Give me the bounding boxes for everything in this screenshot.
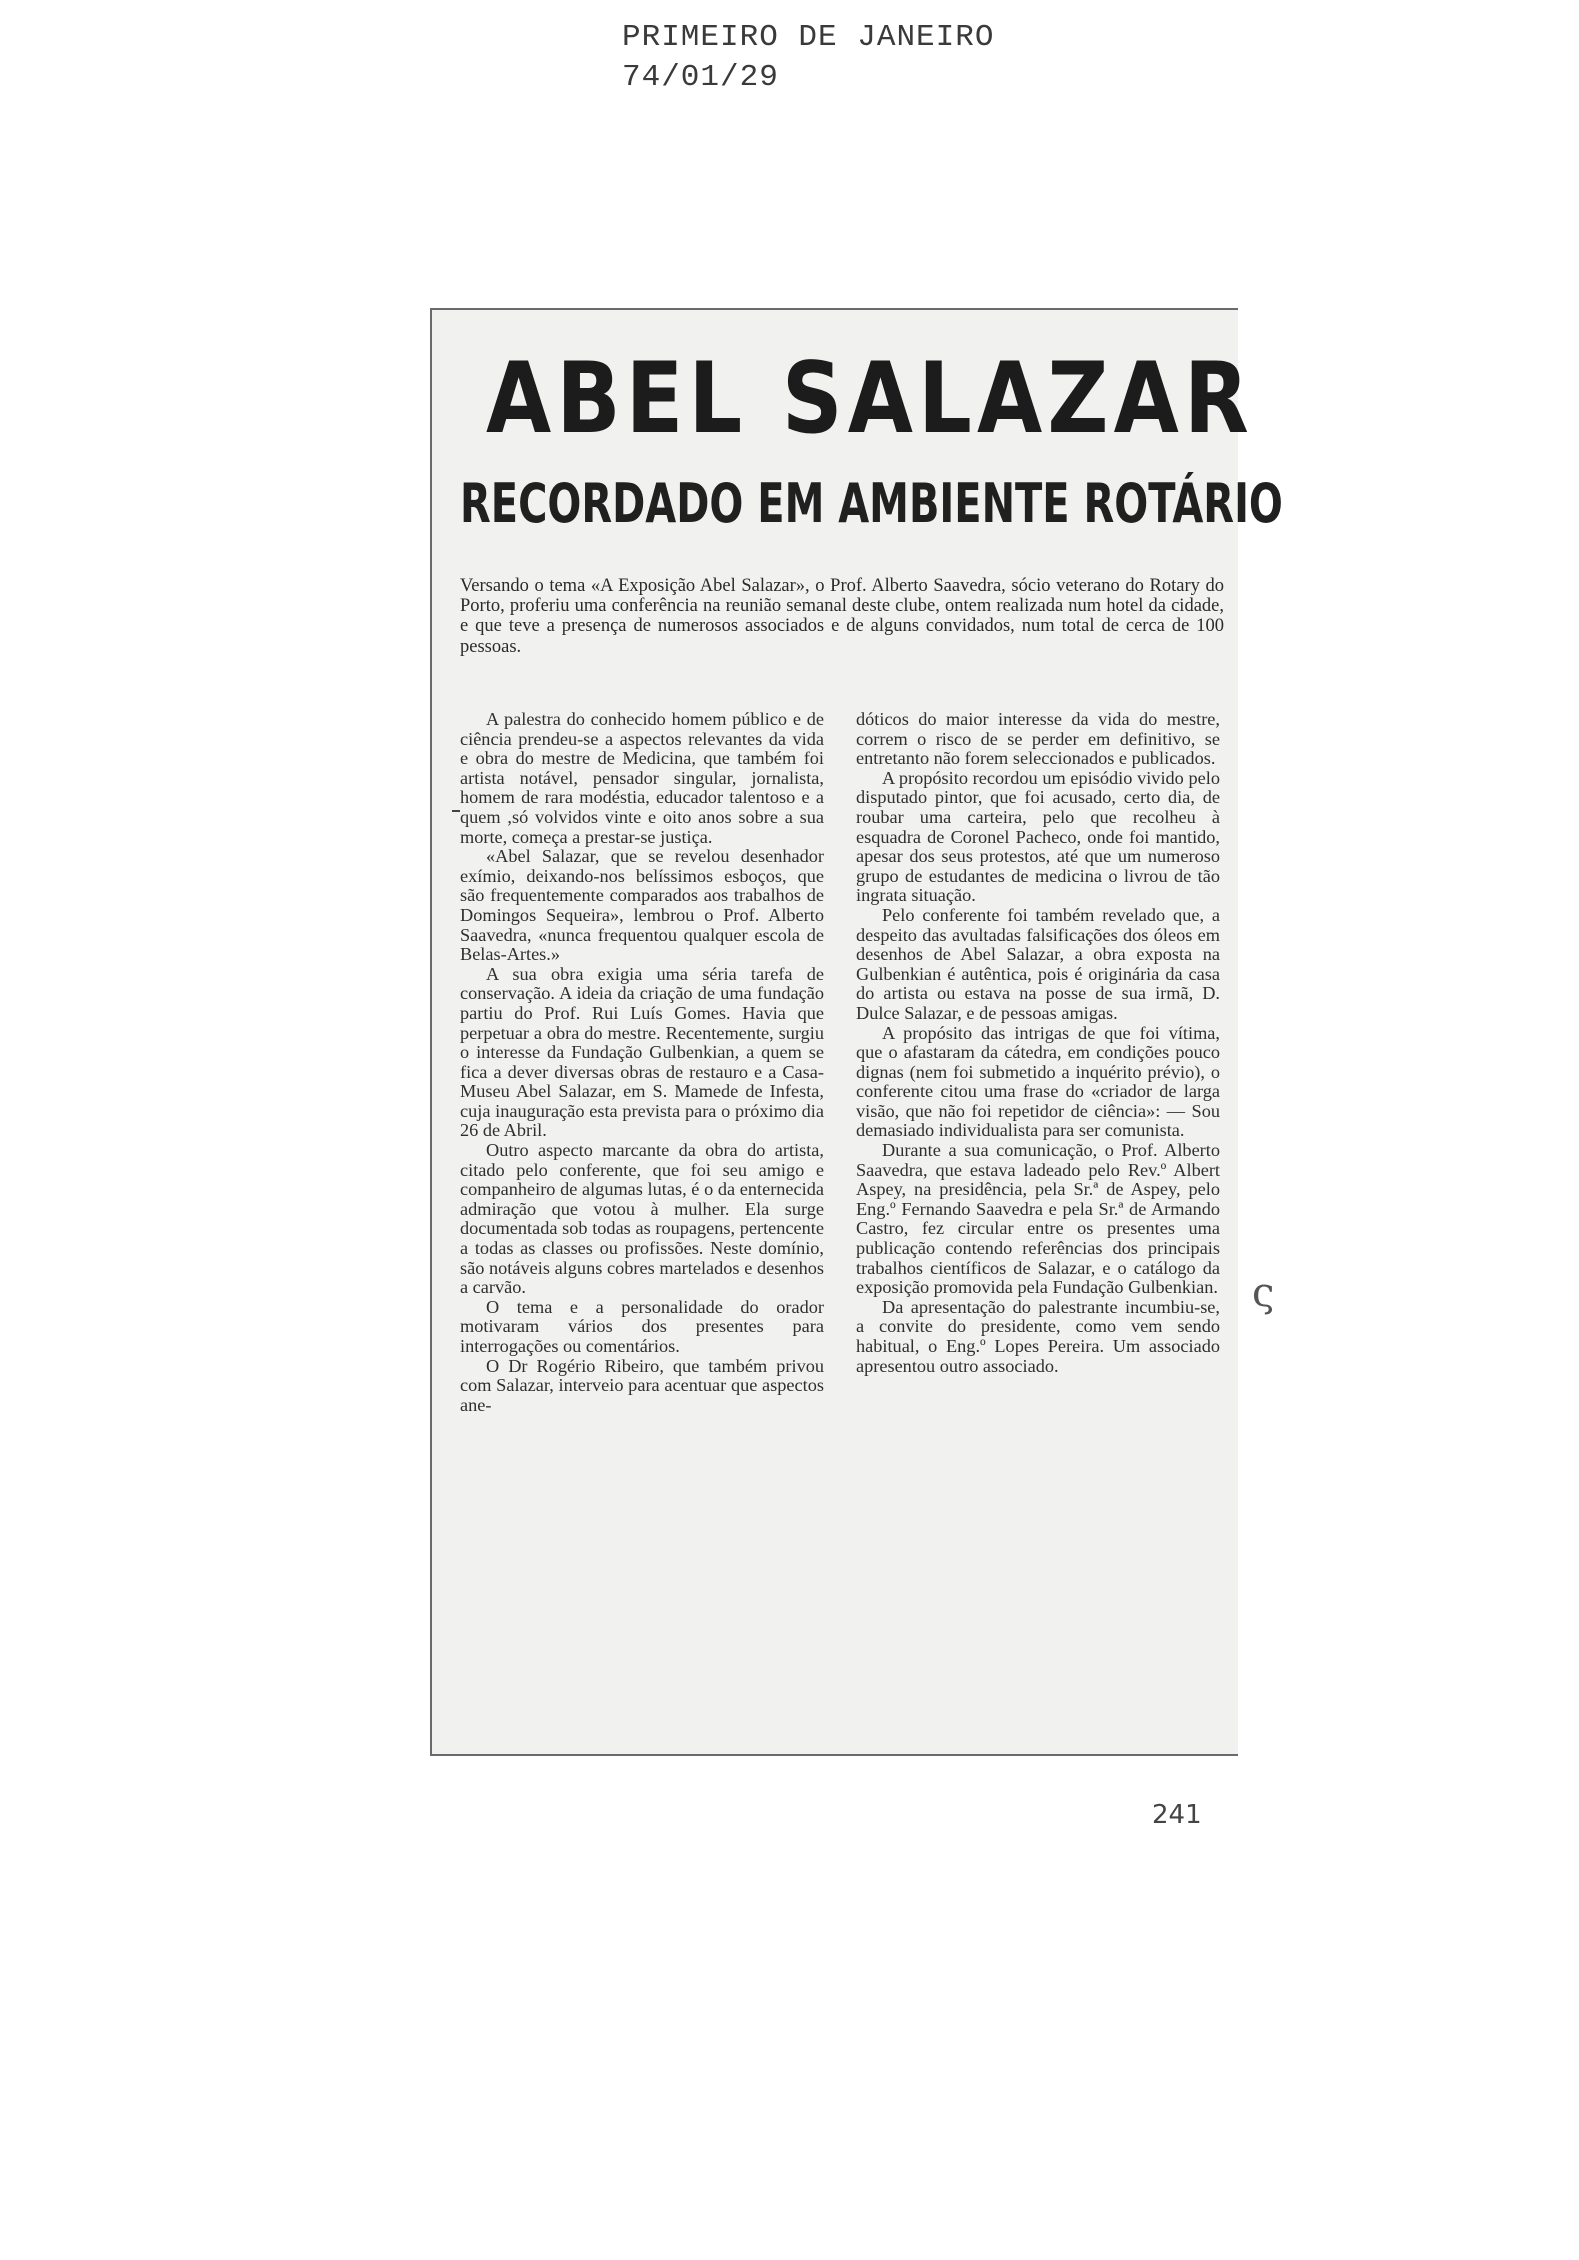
paragraph: O tema e a personalidade do orador motivaram vários dos presentes para interrogações ou comentários. (460, 1296, 824, 1356)
clipping-date: 74/01/29 (622, 60, 779, 95)
article-headline: ABEL SALAZAR (486, 342, 1255, 456)
article-right-column (856, 710, 1220, 1376)
page-number: 241 (1152, 1800, 1202, 1830)
handwritten-margin-mark: ς (1252, 1270, 1275, 1316)
newspaper-clipping (430, 308, 1283, 1756)
article-left-column (460, 710, 824, 1415)
paragraph: A palestra do conhecido homem público e de ciência prendeu-se a aspectos relevantes da vida e obra do mestre de Medicina, que também foi artista notável, pensador singular, jornalista, homem de rara modéstia, educador talentoso e a quem ,só volvidos vinte e oito anos sobre a sua morte, começa a prestar-se justiça. (460, 709, 824, 847)
paragraph: A propósito das intrigas de que foi vítima, que o afastaram da cátedra, em condições pouco dignas (nem foi submetido a inquérito prévio), o conferente citou uma frase do «criador de larga visão, que não foi repetidor de ciência»: — Sou demasiado individualista para ser comunista. (856, 1022, 1220, 1141)
article-subheadline: RECORDADO EM AMBIENTE ROTÁRIO (460, 472, 1283, 535)
paragraph: Da apresentação do palestrante incumbiu-se, a convite do presidente, como vem sendo habitual, o Eng.º Lopes Pereira. Um associado apresentou outro associado. (856, 1296, 1220, 1376)
paragraph: Pelo conferente foi também revelado que, a despeito das avultadas falsificações dos óleos em desenhos de Abel Salazar, a obra exposta na Gulbenkian é autêntica, pois é originária da casa do artista ou estava na posse de sua irmã, D. Dulce Salazar, e de pessoas amigas. (856, 904, 1220, 1023)
paragraph: O Dr Rogério Ribeiro, que também privou com Salazar, interveio para acentuar que aspectos ane- (460, 1355, 824, 1415)
paragraph: dóticos do maior interesse da vida do mestre, correm o risco de se perder em definitivo, se entretanto não forem seleccionados e publicados. (856, 709, 1220, 769)
paragraph: A propósito recordou um episódio vivido pelo disputado pintor, que foi acusado, certo dia, de roubar uma carteira, pelo que recolheu à esquadra de Coronel Pacheco, onde foi mantido, apesar dos seus protestos, até que um numeroso grupo de estudantes de medicina o livrou de tão ingrata situação. (856, 767, 1220, 906)
paragraph: Durante a sua comunicação, o Prof. Alberto Saavedra, que estava ladeado pelo Rev.º Albert Aspey, na presidência, pela Sr.ª de Aspey, pelo Eng.º Fernando Saavedra e pela Sr.ª de Armando Castro, fez circular entre os presentes uma publicação contendo referências dos principais trabalhos científicos de Salazar, e o catálogo da exposição promovida pela Fundação Gulbenkian. (856, 1140, 1220, 1298)
paragraph: Outro aspecto marcante da obra do artista, citado pelo conferente, que foi seu amigo e companheiro de algumas lutas, é o da enternecida admiração que votou à mulher. Ela surge documentada sob todas as roupagens, pertencente a todas as classes ou profissões. Neste domínio, são notáveis alguns cobres martelados e desenhos a carvão. (460, 1140, 824, 1298)
margin-tick (452, 810, 460, 812)
newspaper-name: PRIMEIRO DE JANEIRO (622, 20, 995, 55)
archive-header (622, 18, 994, 98)
paragraph: A sua obra exigia uma séria tarefa de conservação. A ideia da criação de uma fundação partiu do Prof. Rui Luís Gomes. Havia que perpetuar a obra do mestre. Recentemente, surgiu o interesse da Fundação Gulbenkian, a quem se fica a dever diversas obras de restauro e a Casa-Museu Abel Salazar, em S. Mamede de Infesta, cuja inauguração esta prevista para o próximo dia 26 de Abril. (460, 963, 824, 1141)
article-lead: Versando o tema «A Exposição Abel Salazar», o Prof. Alberto Saavedra, sócio veterano do Rotary do Porto, proferiu uma conferência na reunião semanal deste clube, ontem realizada num hotel da cidade, e que teve a presença de numerosos associados e de alguns convidados, num total de cerca de 100 pessoas. (460, 576, 1224, 657)
paragraph: «Abel Salazar, que se revelou desenhador exímio, deixando-nos belíssimos esboços, que são frequentemente comparados aos trabalhos de Domingos Sequeira», lembrou o Prof. Alberto Saavedra, «nunca frequentou qualquer escola de Belas-Artes.» (460, 846, 824, 965)
